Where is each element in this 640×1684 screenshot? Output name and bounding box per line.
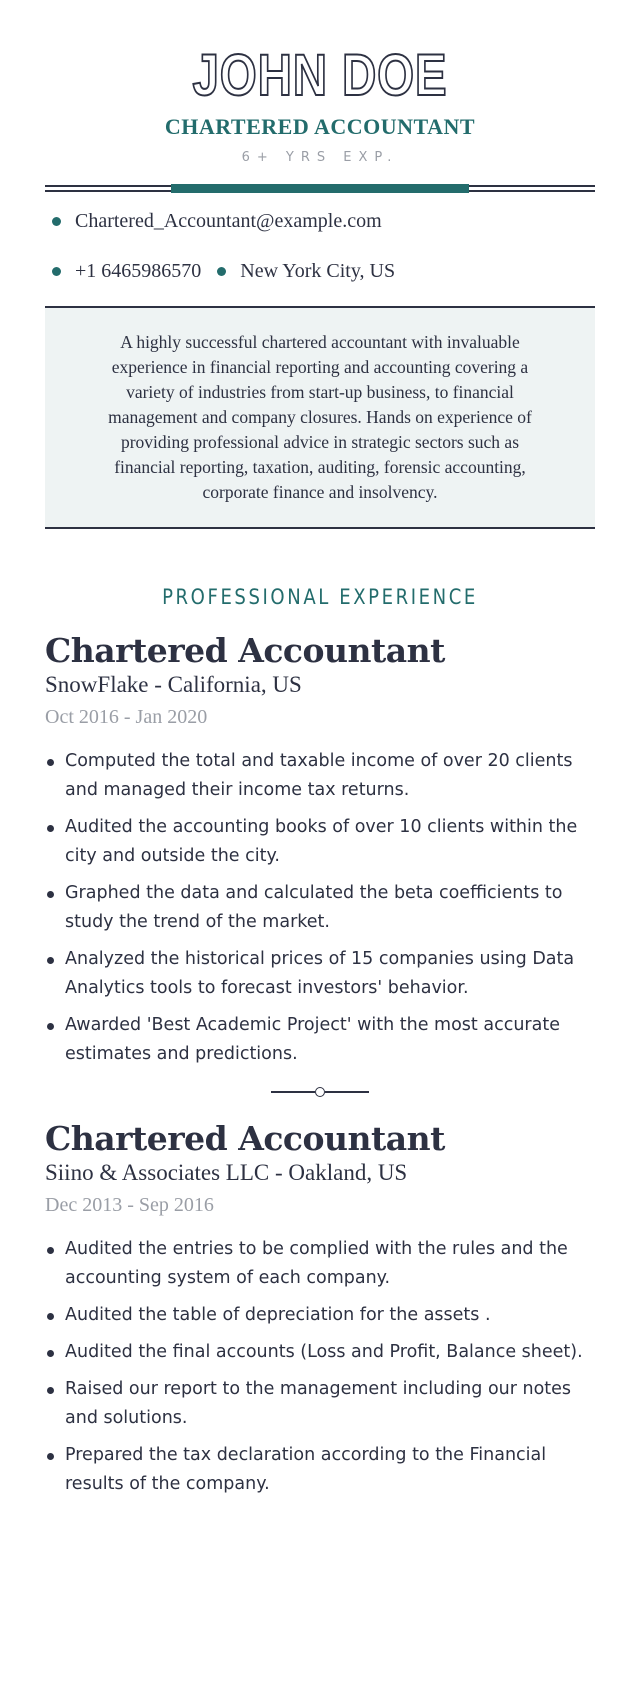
job-separator (0, 1087, 640, 1097)
list-item: Graphed the data and calculated the beta coefficients to study the trend of the market. (45, 879, 595, 937)
job-company: Siino & Associates LLC - Oakland, US (45, 1160, 408, 1185)
list-item: Computed the total and taxable income of over 20 clients and managed their income tax returns. (45, 747, 595, 805)
list-item: Prepared the tax declaration according to the Financial results of the company. (45, 1441, 595, 1499)
list-item: Audited the table of depreciation for the assets . (45, 1301, 595, 1330)
bullet-dot-icon (52, 267, 61, 276)
candidate-title: CHARTERED ACCOUNTANT (164, 114, 476, 139)
job-bullets (45, 747, 595, 1069)
list-item: Audited the entries to be complied with the rules and the accounting system of each company. (45, 1235, 595, 1293)
separator-line (325, 1091, 369, 1093)
contact-email (52, 210, 382, 233)
list-item: Analyzed the historical prices of 15 companies using Data Analytics tools to forecast investors' behavior. (45, 945, 595, 1003)
job-dates: Dec 2013 - Sep 2016 (45, 1194, 214, 1216)
resume-header (0, 0, 640, 165)
professional-summary: A highly successful chartered accountant with invaluable experience in financial reporting and accounting covering a variety of industries from start-up business, to financial management and company closures. Hands on experience of providing professional advice in strategic sectors such as financial reporting, taxation, auditing, forensic accounting, corporate finance and insolvency. (45, 306, 595, 529)
job-entry-1 (45, 631, 595, 1069)
header-divider (45, 185, 595, 192)
years-experience: 6+ YRS EXP. (241, 150, 399, 165)
list-item: Audited the accounting books of over 10 clients within the city and outside the city. (45, 813, 595, 871)
job-company: SnowFlake - California, US (45, 672, 302, 697)
job-entry-2 (45, 1119, 595, 1499)
list-item: Audited the final accounts (Loss and Profit, Balance sheet). (45, 1338, 595, 1367)
location-text: New York City, US (240, 259, 396, 282)
section-heading-experience: PROFESSIONAL EXPERIENCE (162, 585, 478, 609)
job-title: Chartered Accountant (45, 1119, 445, 1158)
contact-location (217, 260, 395, 283)
job-title: Chartered Accountant (45, 631, 445, 670)
list-item: Awarded 'Best Academic Project' with the most accurate estimates and predictions. (45, 1011, 595, 1069)
contact-row-phone-location (52, 256, 595, 286)
list-item: Raised our report to the management including our notes and solutions. (45, 1375, 595, 1433)
contact-phone (52, 260, 201, 283)
bullet-dot-icon (52, 217, 61, 226)
bullet-dot-icon (217, 267, 226, 276)
header-divider-accent (171, 184, 469, 193)
email-text[interactable]: Chartered_Accountant@example.com (75, 209, 382, 232)
candidate-name: JOHN DOE (192, 43, 448, 108)
contact-row-email (52, 206, 595, 236)
separator-circle-icon (315, 1087, 325, 1097)
job-bullets (45, 1235, 595, 1499)
contact-info (52, 206, 595, 286)
separator-line (271, 1091, 315, 1093)
phone-text[interactable]: +1 6465986570 (75, 259, 202, 282)
job-dates: Oct 2016 - Jan 2020 (45, 706, 208, 728)
